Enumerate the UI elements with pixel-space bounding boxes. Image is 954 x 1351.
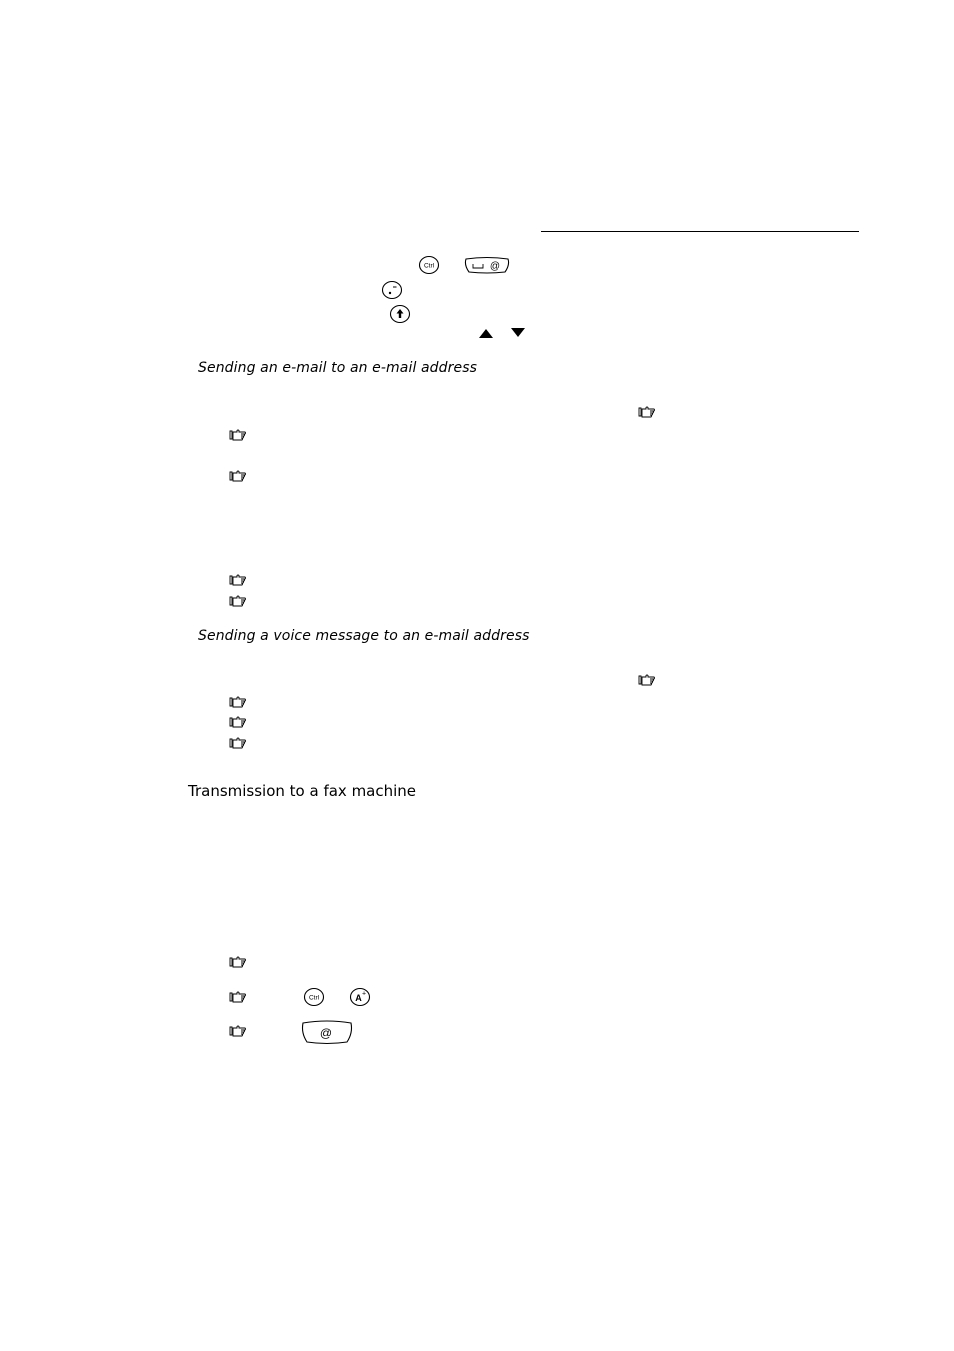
pointing-hand-icon	[229, 716, 247, 728]
heading-send-voice-message: Sending a voice message to an e-mail address	[198, 628, 530, 644]
pointing-hand-icon	[229, 956, 247, 968]
ctrl-key-icon	[303, 987, 325, 1007]
dot-dash-key-icon	[381, 280, 403, 300]
pointing-hand-icon	[229, 1025, 247, 1037]
pointing-hand-icon	[229, 737, 247, 749]
ctrl-key-icon	[418, 255, 440, 275]
heading-send-email: Sending an e-mail to an e-mail address	[198, 360, 478, 376]
a-key-label: A	[355, 993, 362, 1003]
pointing-hand-icon	[638, 406, 656, 418]
ctrl-key-label: Ctrl	[308, 994, 320, 1002]
arrow-up-key-icon	[389, 304, 411, 324]
section-divider	[541, 231, 859, 232]
at-key-label: @	[319, 1026, 333, 1040]
pointing-hand-icon	[229, 429, 247, 441]
at-key-label: @	[489, 261, 501, 272]
ctrl-key-label: Ctrl	[423, 262, 435, 270]
pointing-hand-icon	[229, 470, 247, 482]
triangle-down-icon	[510, 327, 526, 339]
pointing-hand-icon	[638, 674, 656, 686]
pointing-hand-icon	[229, 696, 247, 708]
pointing-hand-icon	[229, 991, 247, 1003]
a-plus-key-icon	[349, 987, 371, 1007]
triangle-up-icon	[478, 328, 494, 340]
pointing-hand-icon	[229, 574, 247, 586]
plus-key-label: +	[361, 990, 367, 998]
heading-fax-transmission: Transmission to a fax machine	[188, 782, 417, 800]
space-at-key-icon	[463, 255, 511, 275]
at-key-icon	[300, 1019, 354, 1046]
pointing-hand-icon	[229, 595, 247, 607]
